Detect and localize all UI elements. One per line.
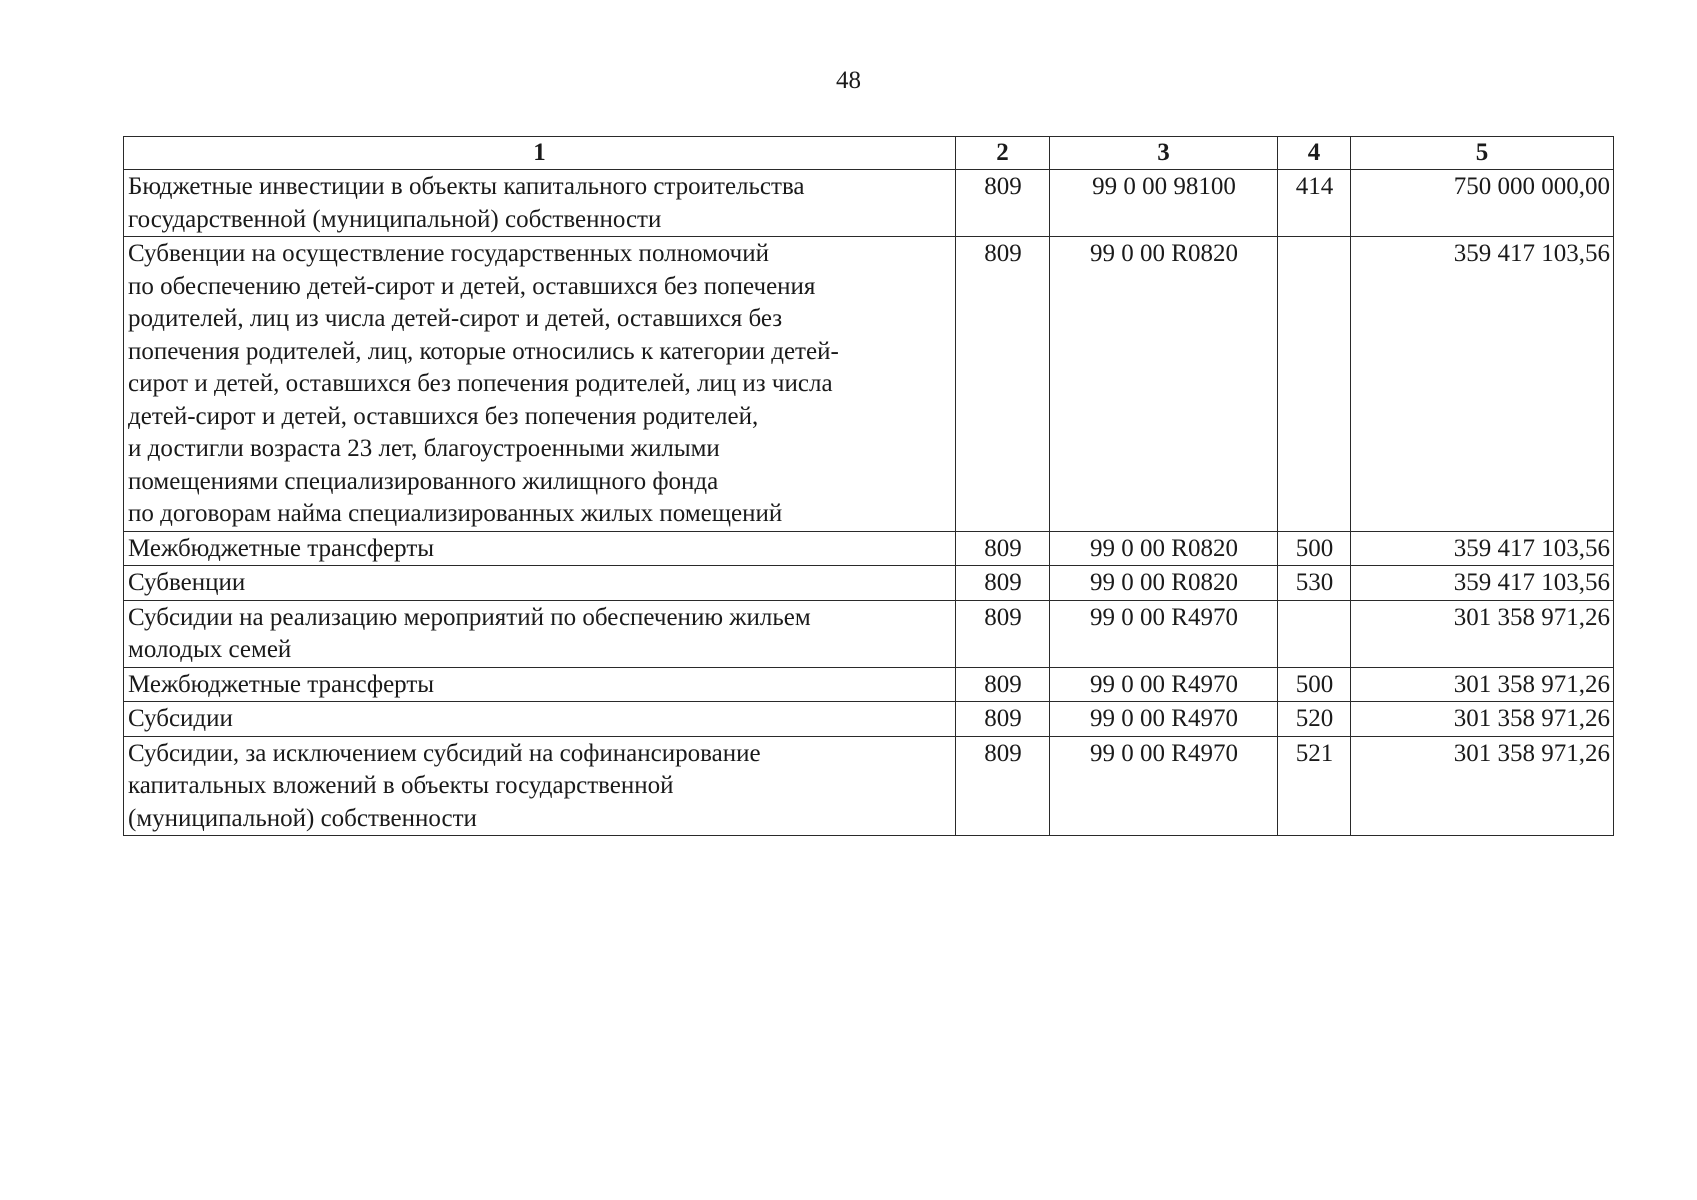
row-name-line: Субсидии на реализацию мероприятий по обеспечению жильем — [128, 603, 811, 631]
table-row — [124, 531, 1614, 566]
agency-code-cell: 809 — [956, 237, 1050, 532]
target-article-cell: 99 0 00 R4970 — [1050, 736, 1278, 836]
target-article-cell: 99 0 00 R0820 — [1050, 566, 1278, 601]
row-name-line: помещениями специализированного жилищного фонда — [128, 467, 719, 495]
row-name-line: Субсидии, за исключением субсидий на софинансирование — [128, 739, 761, 767]
row-name-line: Бюджетные инвестиции в объекты капитального строительства — [128, 173, 805, 200]
row-name-line: попечения родителей, лиц, которые относились к категории детей- — [128, 337, 839, 365]
row-name-line: сирот и детей, оставшихся без попечения родителей, лиц из числа — [128, 370, 833, 397]
agency-code-cell: 809 — [956, 667, 1050, 702]
agency-code-cell: 809 — [956, 531, 1050, 566]
row-name-cell — [124, 667, 956, 702]
row-name-line: Субсидии — [128, 705, 233, 732]
table-row — [124, 736, 1614, 836]
amount-cell: 359 417 103,56 — [1351, 566, 1614, 601]
expense-type-cell: 414 — [1278, 170, 1351, 237]
header-col-1: 1 — [124, 137, 956, 170]
row-name-line: родителей, лиц из числа детей-сирот и детей, оставшихся без — [128, 305, 783, 332]
table-row — [124, 667, 1614, 702]
table-row — [124, 702, 1614, 737]
row-name-cell — [124, 600, 956, 667]
row-name-cell — [124, 702, 956, 737]
amount-cell: 359 417 103,56 — [1351, 531, 1614, 566]
row-name-cell — [124, 237, 956, 532]
table-row — [124, 237, 1614, 532]
row-name-line: (муниципальной) собственности — [128, 804, 477, 832]
target-article-cell: 99 0 00 R4970 — [1050, 600, 1278, 667]
expense-type-cell: 500 — [1278, 531, 1351, 566]
row-name-line: Межбюджетные трансферты — [128, 534, 435, 562]
target-article-cell: 99 0 00 R4970 — [1050, 667, 1278, 702]
row-name-line: по обеспечению детей-сирот и детей, оставшихся без попечения — [128, 272, 816, 300]
row-name-line: капитальных вложений в объекты государственной — [128, 772, 674, 799]
row-name-cell — [124, 170, 956, 237]
header-col-5: 5 — [1351, 137, 1614, 170]
amount-cell: 359 417 103,56 — [1351, 237, 1614, 532]
table-body — [124, 170, 1614, 836]
table-row — [124, 600, 1614, 667]
amount-cell: 301 358 971,26 — [1351, 736, 1614, 836]
target-article-cell: 99 0 00 R0820 — [1050, 531, 1278, 566]
row-name-line: детей-сирот и детей, оставшихся без попечения родителей, — [128, 402, 759, 430]
agency-code-cell: 809 — [956, 170, 1050, 237]
amount-cell: 301 358 971,26 — [1351, 600, 1614, 667]
row-name-line: государственной (муниципальной) собственности — [128, 205, 662, 233]
expense-type-cell: 530 — [1278, 566, 1351, 601]
amount-cell: 301 358 971,26 — [1351, 702, 1614, 737]
table-row — [124, 566, 1614, 601]
expense-type-cell — [1278, 237, 1351, 532]
expense-type-cell — [1278, 600, 1351, 667]
page-number: 48 — [836, 67, 861, 94]
target-article-cell: 99 0 00 R0820 — [1050, 237, 1278, 532]
row-name-line: молодых семей — [128, 636, 292, 663]
budget-table — [123, 136, 1614, 836]
row-name-line: Субвенции — [128, 569, 246, 596]
row-name-cell — [124, 531, 956, 566]
row-name-line: Субвенции на осуществление государственных полномочий — [128, 240, 769, 267]
amount-cell: 750 000 000,00 — [1351, 170, 1614, 237]
header-col-3: 3 — [1050, 137, 1278, 170]
agency-code-cell: 809 — [956, 566, 1050, 601]
expense-type-cell: 520 — [1278, 702, 1351, 737]
amount-cell: 301 358 971,26 — [1351, 667, 1614, 702]
expense-type-cell: 500 — [1278, 667, 1351, 702]
target-article-cell: 99 0 00 98100 — [1050, 170, 1278, 237]
expense-type-cell: 521 — [1278, 736, 1351, 836]
header-col-2: 2 — [956, 137, 1050, 170]
target-article-cell: 99 0 00 R4970 — [1050, 702, 1278, 737]
table-row — [124, 170, 1614, 237]
row-name-cell — [124, 736, 956, 836]
agency-code-cell: 809 — [956, 736, 1050, 836]
table-header-row — [124, 137, 1614, 170]
row-name-cell — [124, 566, 956, 601]
row-name-line: по договорам найма специализированных жилых помещений — [128, 500, 783, 527]
agency-code-cell: 809 — [956, 600, 1050, 667]
row-name-line: и достигли возраста 23 лет, благоустроенными жилыми — [128, 435, 720, 462]
header-col-4: 4 — [1278, 137, 1351, 170]
row-name-line: Межбюджетные трансферты — [128, 670, 435, 698]
agency-code-cell: 809 — [956, 702, 1050, 737]
